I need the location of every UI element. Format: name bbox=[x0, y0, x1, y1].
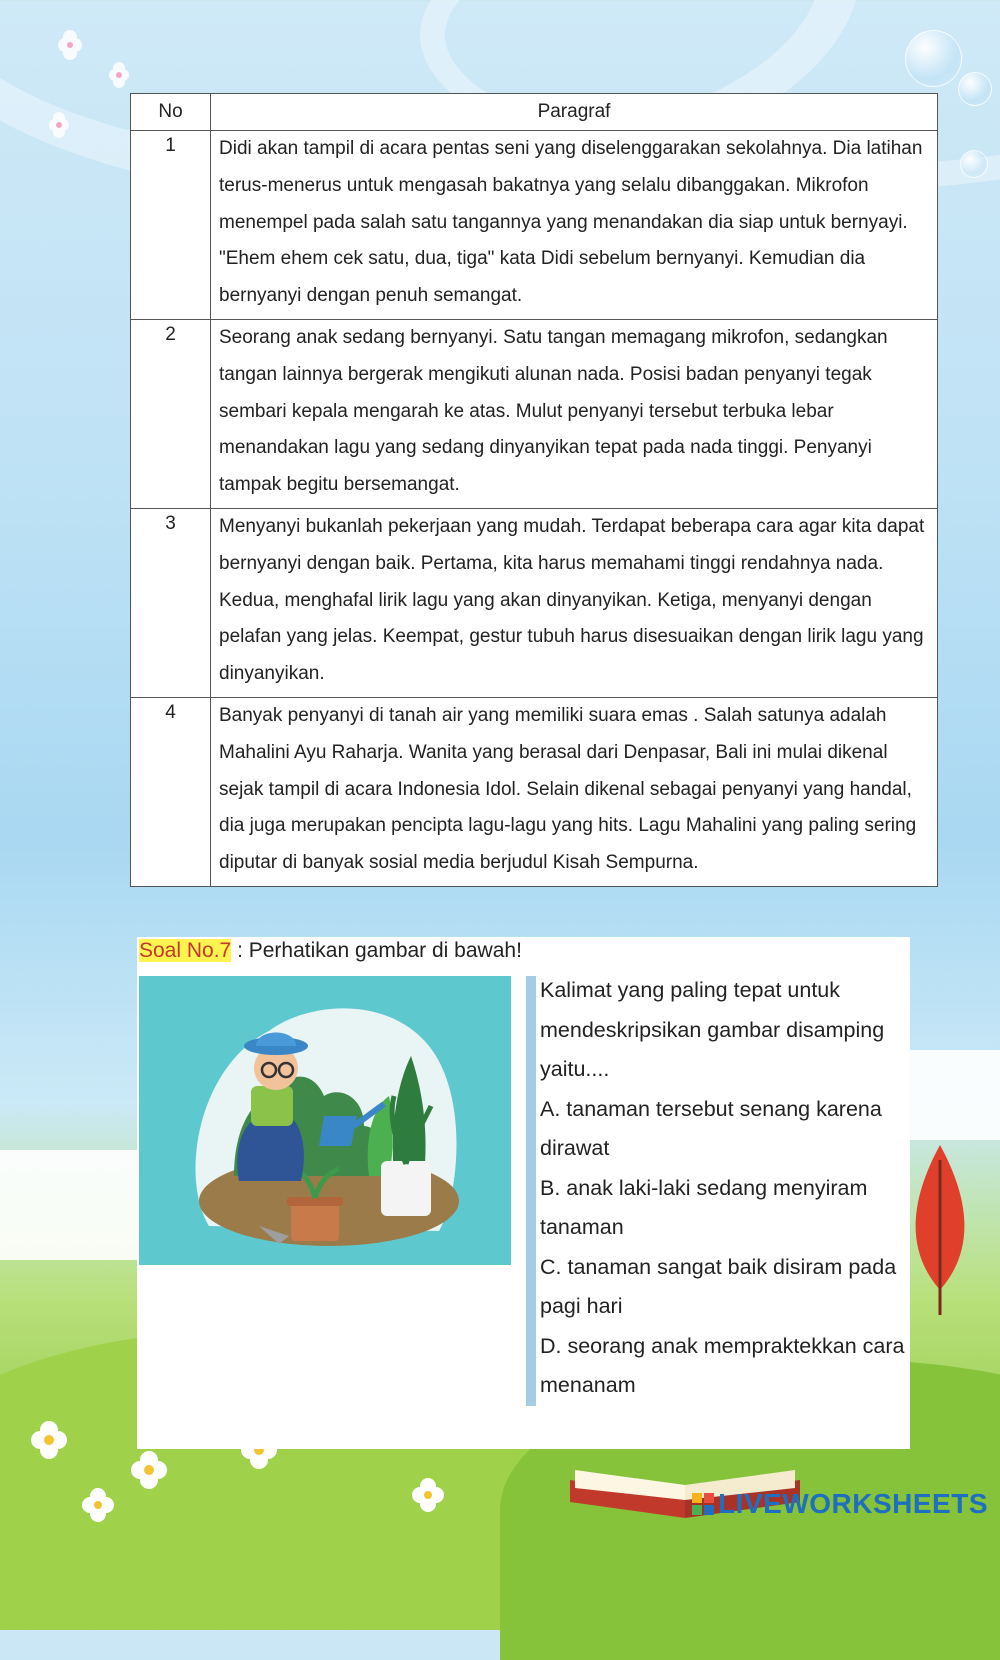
table-header-row bbox=[131, 94, 938, 131]
liveworksheets-logo-icon bbox=[692, 1493, 714, 1515]
gardening-illustration bbox=[139, 976, 511, 1265]
leaf-decoration bbox=[905, 1140, 975, 1320]
table-row bbox=[131, 697, 938, 886]
answer-option-c[interactable]: C. tanaman sangat baik disiram pada pagi hari bbox=[540, 1254, 897, 1318]
column-header-no: No bbox=[131, 94, 211, 131]
row-paragraph: Banyak penyanyi di tanah air yang memiliki suara emas . Salah satunya adalah Mahalini Ayu Raharja. Wanita yang berasal dari Denpasar, Bali ini mulai dikenal sejak tampil di acara Indonesia Idol. Selain dikenal sebagai penyanyi yang handal, dia juga merupakan pencipta lagu-lagu yang hits. Lagu Mahalini yang paling sering diputar di banyak sosial media berjudul Kisah Sempurna. bbox=[211, 697, 938, 886]
table-row bbox=[131, 131, 938, 320]
bubble-decoration bbox=[905, 30, 962, 87]
bubble-decoration bbox=[958, 72, 992, 106]
question-accent-bar bbox=[526, 976, 536, 1406]
liveworksheets-logo bbox=[692, 1488, 988, 1520]
table-row bbox=[131, 508, 938, 697]
row-paragraph: Menyanyi bukanlah pekerjaan yang mudah. Terdapat beberapa cara agar kita dapat bernyanyi dengan baik. Pertama, kita harus memahami tinggi rendahnya nada. Kedua, menghafal lirik lagu yang akan dinyanyikan. Ketiga, menyanyi dengan pelafan yang jelas. Keempat, gestur tubuh harus disesuaikan dengan lirik lagu yang dinyanyikan. bbox=[211, 508, 938, 697]
question-instruction: : Perhatikan gambar di bawah! bbox=[231, 939, 522, 962]
question-panel bbox=[137, 937, 910, 1449]
question-number-tag: Soal No.7 bbox=[139, 939, 232, 962]
row-paragraph: Seorang anak sedang bernyanyi. Satu tangan memagang mikrofon, sedangkan tangan lainnya bergerak mengikuti alunan nada. Posisi badan penyanyi tegak sembari kepala mengarah ke atas. Mulut penyanyi tersebut terbuka lebar menandakan lagu yang sedang dinyanyikan tepat pada nada tinggi. Penyanyi tampak begitu bersemangat. bbox=[211, 319, 938, 508]
row-number: 3 bbox=[131, 508, 211, 697]
brand-name: LIVEWORKSHEETS bbox=[718, 1488, 988, 1519]
row-number: 1 bbox=[131, 131, 211, 320]
bubble-decoration bbox=[960, 150, 988, 178]
flower-decoration bbox=[40, 20, 140, 140]
row-number: 4 bbox=[131, 697, 211, 886]
table-row bbox=[131, 319, 938, 508]
question-block bbox=[540, 971, 910, 1406]
answer-option-d[interactable]: D. seorang anak mempraktekkan cara menanam bbox=[540, 1333, 905, 1397]
question-heading bbox=[139, 937, 522, 965]
row-number: 2 bbox=[131, 319, 211, 508]
question-text: Kalimat yang paling tepat untuk mendeskripsikan gambar disamping yaitu.... bbox=[540, 978, 885, 1081]
answer-option-a[interactable]: A. tanaman tersebut senang karena dirawat bbox=[540, 1096, 882, 1160]
answer-option-b[interactable]: B. anak laki-laki sedang menyiram tanaman bbox=[540, 1175, 868, 1239]
paragraph-table bbox=[130, 93, 938, 887]
column-header-paragraph: Paragraf bbox=[211, 94, 938, 131]
row-paragraph: Didi akan tampil di acara pentas seni yang diselenggarakan sekolahnya. Dia latihan terus-menerus untuk mengasah bakatnya yang selalu dibanggakan. Mikrofon menempel pada salah satu tangannya yang menandakan dia siap untuk bernyayi. "Ehem ehem cek satu, dua, tiga" kata Didi sebelum bernyanyi. Kemudian dia bernyanyi dengan penuh semangat. bbox=[211, 131, 938, 320]
